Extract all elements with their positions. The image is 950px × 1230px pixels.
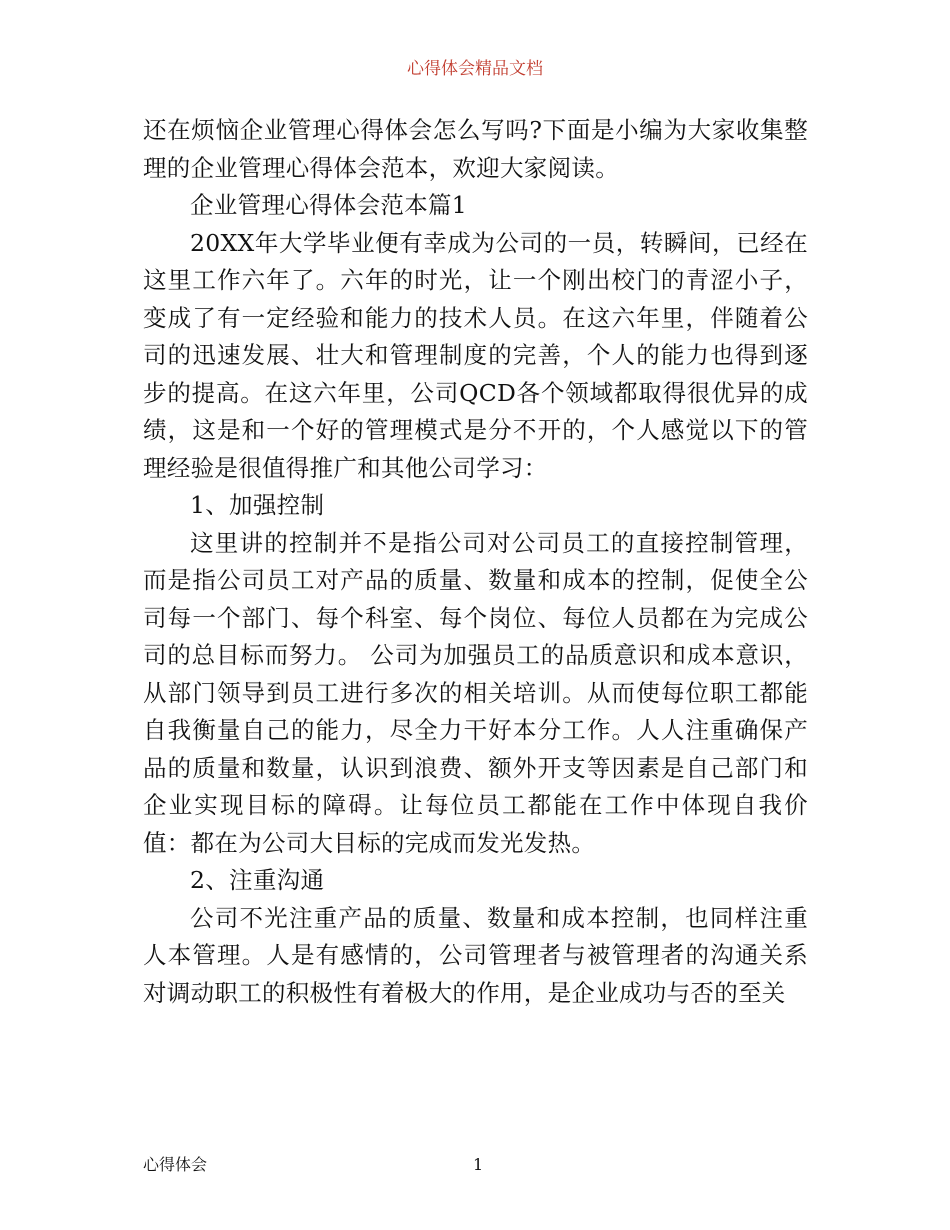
subheading-control: 1、加强控制 xyxy=(190,491,325,519)
page-number: 1 xyxy=(473,1155,484,1174)
body-paragraph: 这里讲的控制并不是指公司对公司员工的直接控制管理，而是指公司员工对产品的质量、数量和成本的控制，促使全公司每一个部门、每个科室、每个岗位、每位人员都在为完成公司的总目标而努力。 公司为加强员工的品质意识和成本意识，从部门领导到员工进行多次的相关培训。从而使每位职工都能自我衡量自己的能力，尽全力干好本分工作。人人注重确保产品的质量和数量，认识到浪费、额外开支等因素是自己部门和企业实现目标的障碍。让每位员工都能在工作中体现自我价值：都在为公司大目标的完成而发光发热。 xyxy=(143,528,808,857)
page-header-title: 心得体会精品文档 xyxy=(407,59,543,79)
subheading-communication: 2、注重沟通 xyxy=(190,866,325,894)
footer-label: 心得体会 xyxy=(143,1155,208,1174)
body-paragraph: 公司不光注重产品的质量、数量和成本控制，也同样注重人本管理。人是有感情的，公司管理者与被管理者的沟通关系对调动职工的积极性有着极大的作用，是企业成功与否的至关 xyxy=(143,903,808,1007)
document-body xyxy=(143,112,808,1012)
section-title: 企业管理心得体会范本篇1 xyxy=(190,191,468,219)
intro-paragraph: 还在烦恼企业管理心得体会怎么写吗?下面是小编为大家收集整理的企业管理心得体会范本，欢迎大家阅读。 xyxy=(143,116,808,182)
body-paragraph: 20XX年大学毕业便有幸成为公司的一员，转瞬间，已经在这里工作六年了。六年的时光，让一个刚出校门的青涩小子，变成了有一定经验和能力的技术人员。在这六年里，伴随着公司的迅速发展、壮大和管理制度的完善，个人的能力也得到逐步的提高。在这六年里，公司QCD各个领域都取得很优异的成绩，这是和一个好的管理模式是分不开的，个人感觉以下的管理经验是很值得推广和其他公司学习： xyxy=(143,228,808,482)
